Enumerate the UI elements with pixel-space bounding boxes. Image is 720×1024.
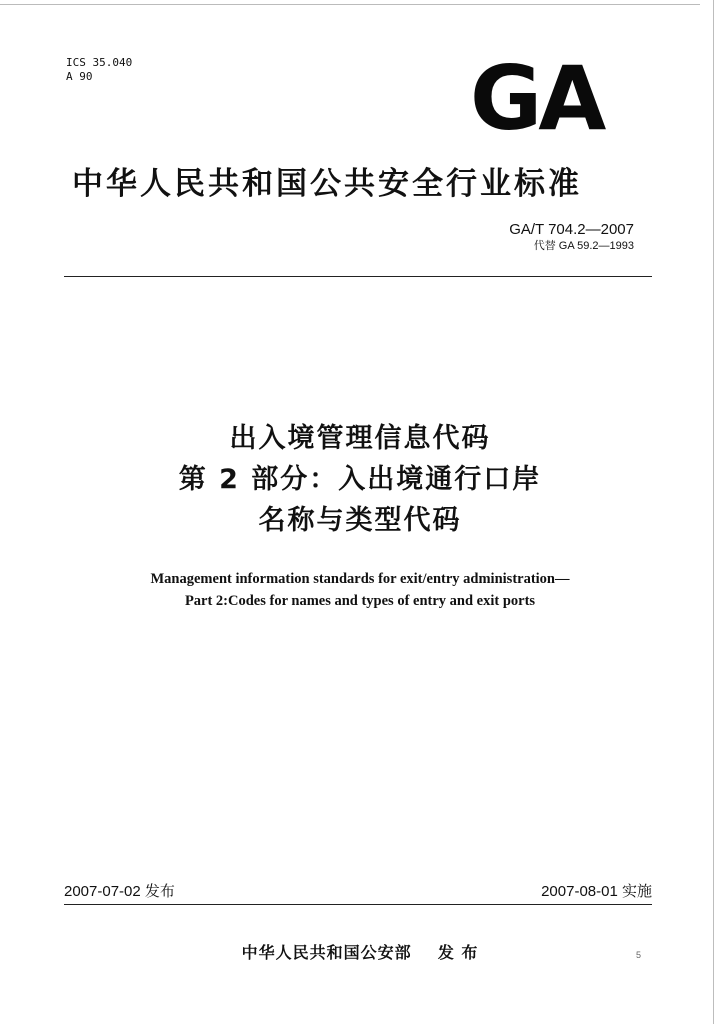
chinese-title-line-1: 出入境管理信息代码 [229,423,491,454]
english-title-line-1: Management information standards for exit/entry administration— [150,571,570,587]
issuing-authority: 中华人民共和国公安部 发 布 [241,943,479,962]
issue-date: 2007-07-02 发布 [64,883,175,900]
chinese-title-line-3: 名称与类型代码 [258,505,462,536]
classification-codes [66,56,132,84]
ga-logo-text: GA [470,47,603,150]
standard-number-block [509,222,634,254]
english-title [100,568,620,612]
standard-category: 中华人民共和国公共安全行业标准 [72,166,582,202]
dates-row [64,880,652,901]
implementation-date: 2007-08-01 实施 [541,883,652,900]
standard-number: GA/T 704.2—2007 [509,221,634,238]
top-divider [64,276,652,277]
ccs-code: A 90 [66,70,93,83]
ics-code: ICS 35.040 [66,56,133,69]
replaces-standard: 代替 GA 59.2—1993 [533,240,634,252]
scan-edge-top [0,4,700,7]
chinese-title [0,418,720,541]
english-title-line-2: Part 2:Codes for names and types of entry and exit ports [184,593,536,609]
page-mark: 5 [636,950,642,960]
bottom-divider [64,904,652,905]
ga-logo [470,47,615,150]
chinese-title-line-2: 第 2 部分：入出境通行口岸 [178,464,542,495]
